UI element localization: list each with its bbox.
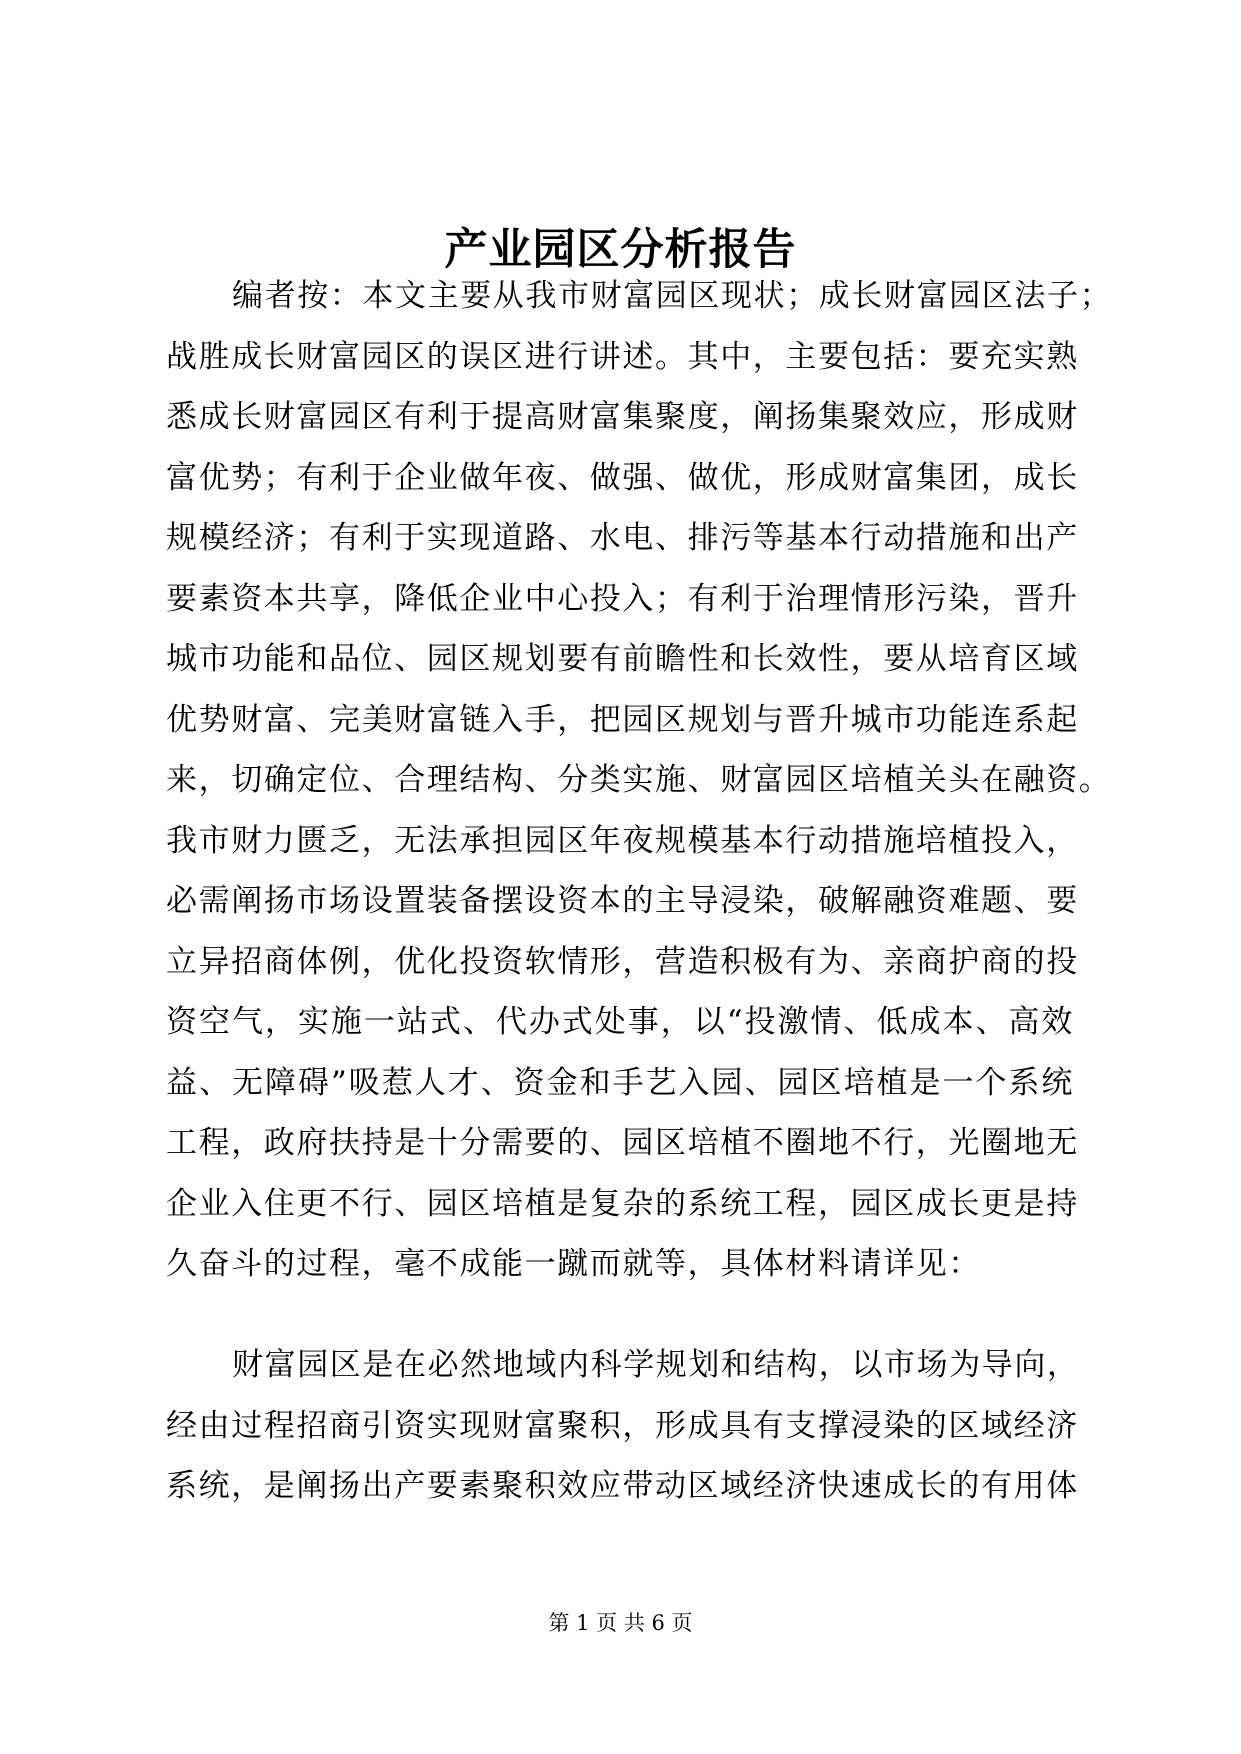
text-line: 企业入住更不行、园区培植是复杂的系统工程，园区成长更是持 <box>166 1185 1079 1222</box>
paragraph-body <box>166 1335 1080 1517</box>
text-line: 富优势；有利于企业做年夜、做强、做优，形成财富集团，成长 <box>166 459 1079 496</box>
text-line: 财富园区是在必然地域内科学规划和结构，以市场为导向， <box>232 1347 1080 1383</box>
text-line: 经由过程招商引资实现财富聚积，形成具有支撑浸染的区域经济 <box>166 1407 1079 1444</box>
text-line: 战胜成长财富园区的误区进行讲述。其中，主要包括：要充实熟 <box>166 338 1079 375</box>
text-line: 系统，是阐扬出产要素聚积效应带动区域经济快速成长的有用体 <box>166 1468 1079 1504</box>
paragraph-editor-note <box>166 266 1113 1295</box>
text-line: 工程，政府扶持是十分需要的、园区培植不圈地不行，光圈地无 <box>166 1125 1079 1161</box>
text-line: 编者按：本文主要从我市财富园区现状；成长财富园区法子； <box>232 278 1113 314</box>
text-line: 城市功能和品位、园区规划要有前瞻性和长效性，要从培育区域 <box>166 641 1079 677</box>
text-line: 必需阐扬市场设置装备摆设资本的主导浸染，破解融资难题、要 <box>166 883 1079 919</box>
text-line: 我市财力匮乏，无法承担园区年夜规模基本行动措施培植投入， <box>166 822 1079 859</box>
text-line: 优势财富、完美财富链入手，把园区规划与晋升城市功能连系起 <box>166 701 1079 738</box>
text-line: 立异招商体例，优化投资软情形，营造积极有为、亲商护商的投 <box>166 943 1079 980</box>
text-line: 久奋斗的过程，毫不成能一蹴而就等，具体材料请详见： <box>166 1246 981 1282</box>
text-line: 益、无障碍”吸惹人才、资金和手艺入园、园区培植是一个系统 <box>166 1064 1074 1101</box>
text-line: 资空气，实施一站式、代办式处事，以“投激情、低成本、高效 <box>166 1004 1074 1040</box>
text-line: 悉成长财富园区有利于提高财富集聚度，阐扬集聚效应，形成财 <box>166 399 1079 435</box>
page-number-footer: 第 1 页 共 6 页 <box>548 1611 693 1635</box>
text-line: 要素资本共享，降低企业中心投入；有利于治理情形污染，晋升 <box>166 580 1079 617</box>
text-line: 来，切确定位、合理结构、分类实施、财富园区培植关头在融资。 <box>166 762 1112 798</box>
document-title: 产业园区分析报告 <box>444 225 797 275</box>
text-line: 规模经济；有利于实现道路、水电、排污等基本行动措施和出产 <box>166 520 1079 556</box>
